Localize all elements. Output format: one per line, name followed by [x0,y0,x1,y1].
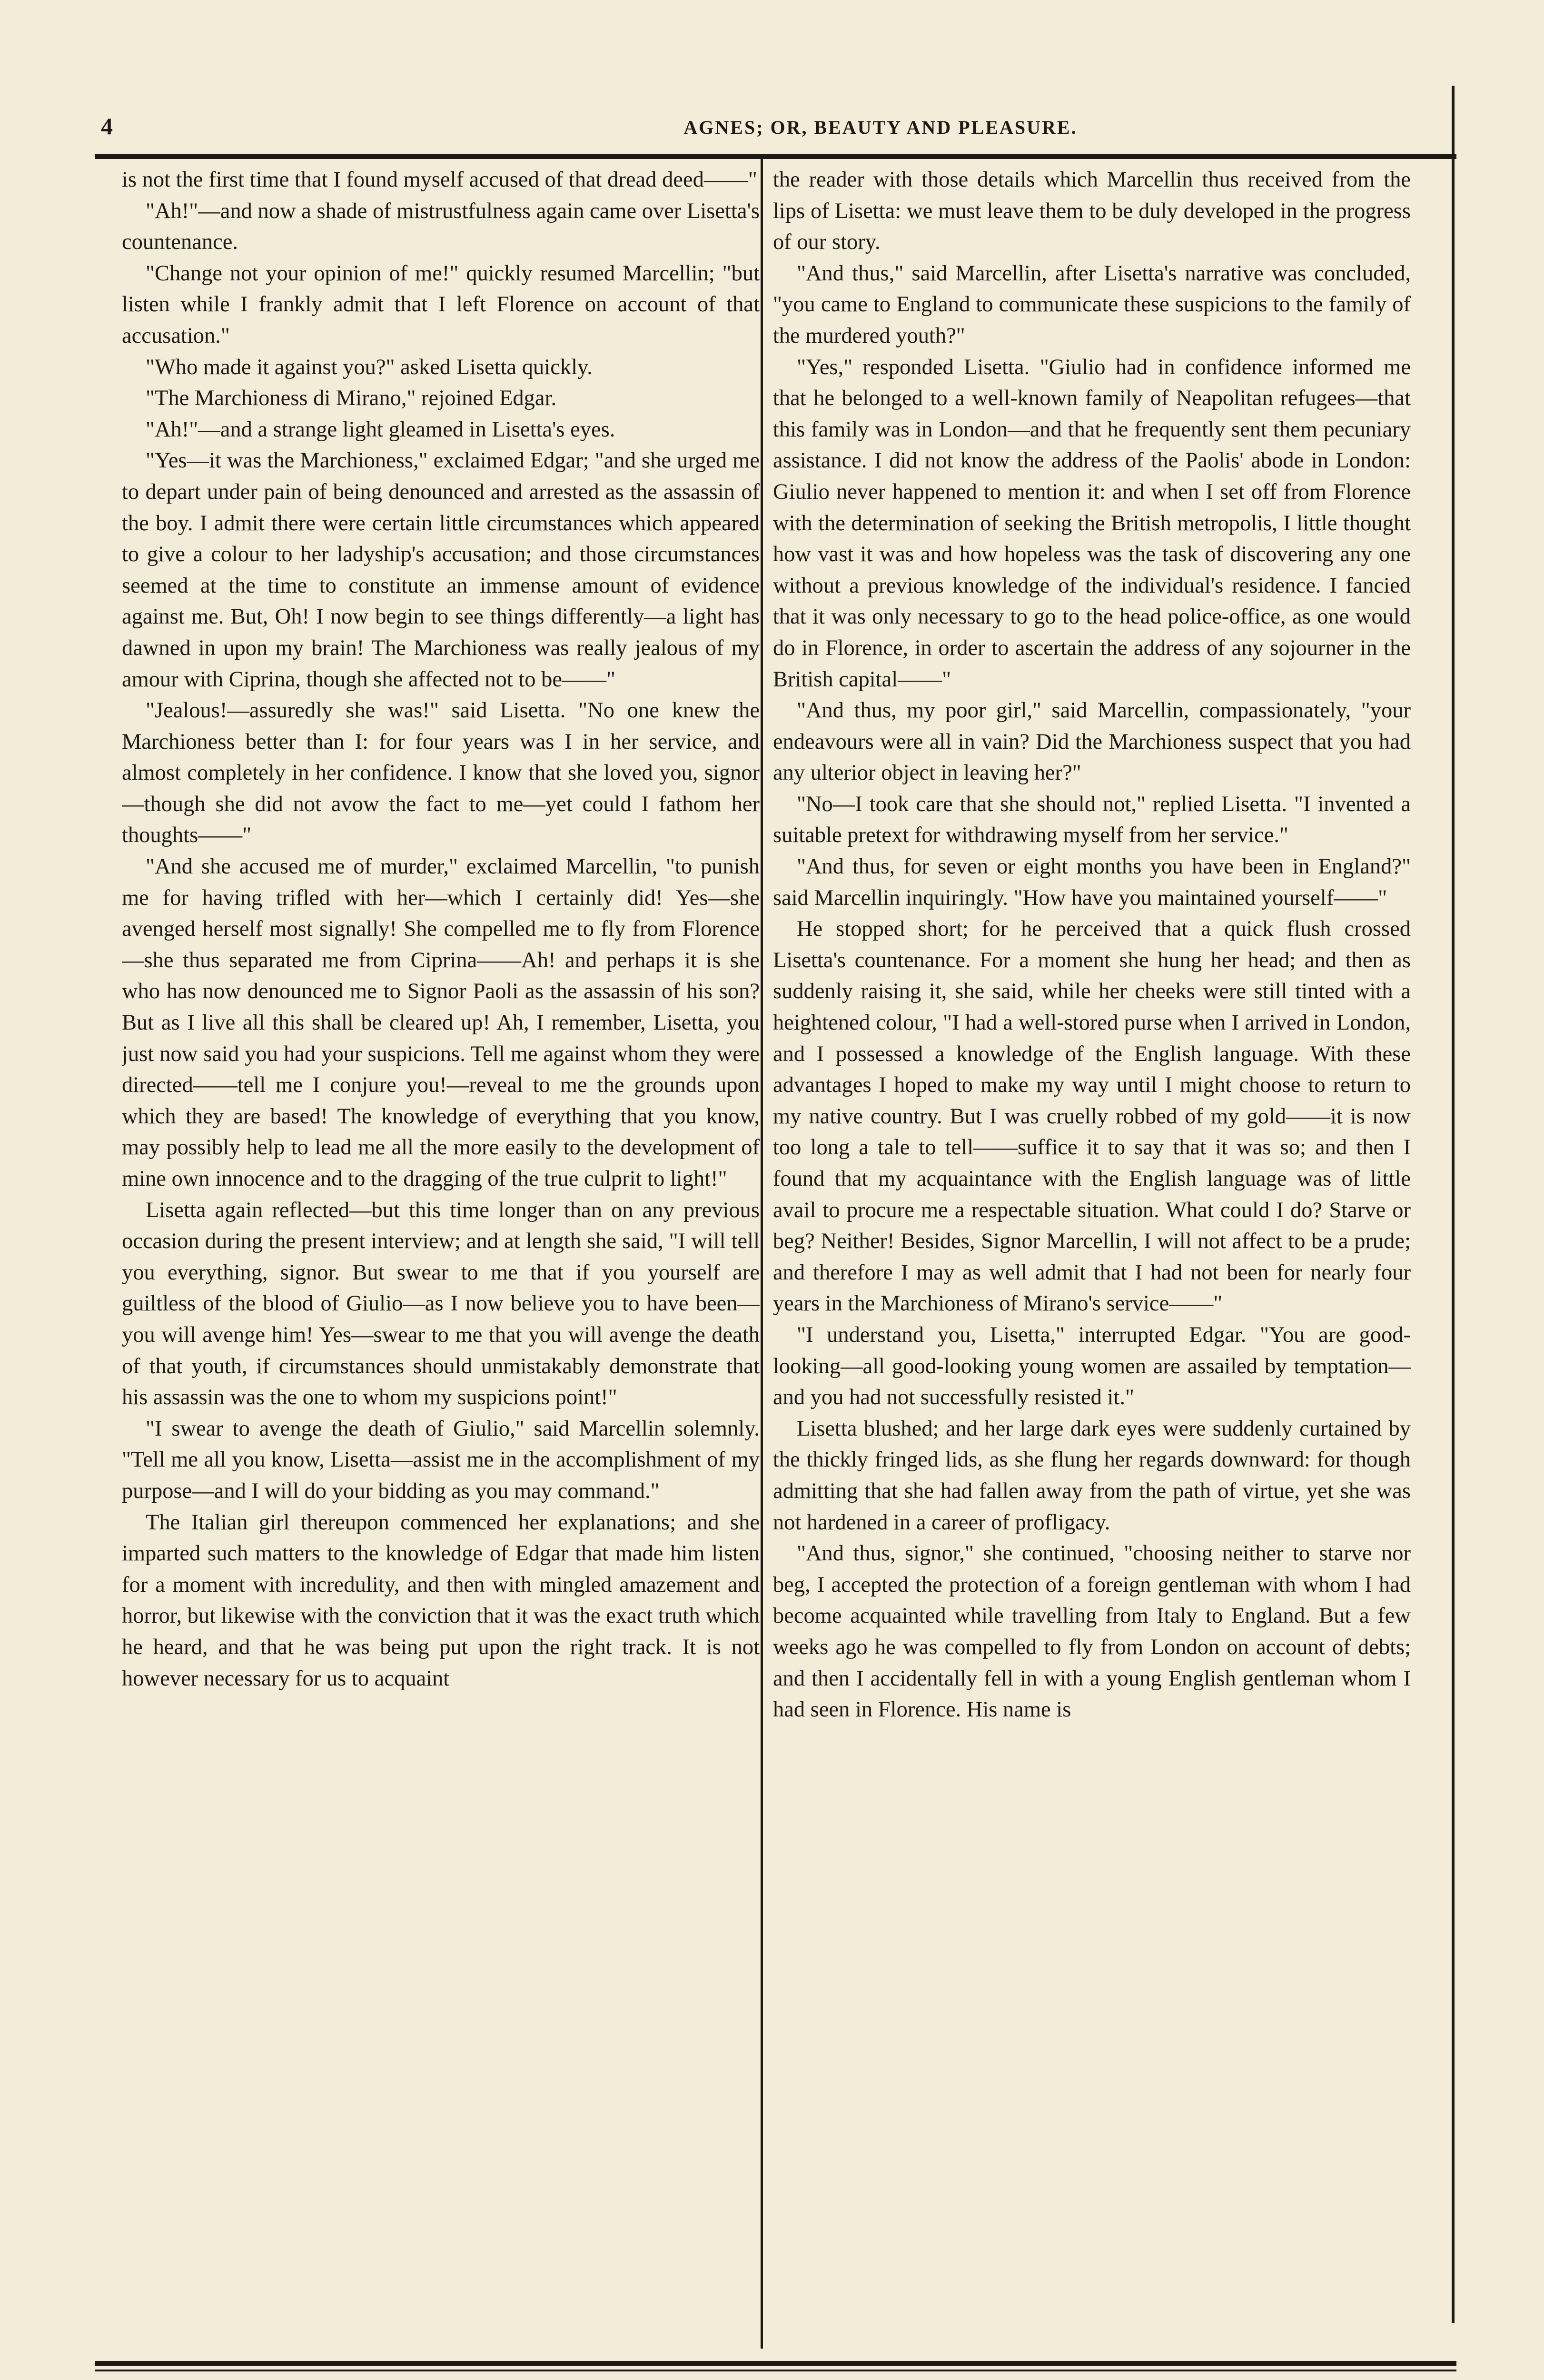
paragraph: "I understand you, Lisetta," interrupted Edgar. "You are good-looking—all good-looking young women are assailed by temptation—and you had not successfully resisted it." [773,1322,1411,1410]
paragraph: Lisetta blushed; and her large dark eyes were suddenly curtained by the thickly fringed lids, as she flung her regards downward: for though admitting that she had fallen away from the path of virtue, yet she was not hardened in a career of profligacy. [773,1416,1411,1535]
column-divider [761,159,763,2349]
paragraph: "Who made it against you?" asked Lisetta quickly. [146,355,593,379]
paragraph: "And thus, signor," she continued, "choosing neither to starve nor beg, I accepted the protection of a foreign gentleman with whom I had become acquainted while travelling from Italy to England. But a few weeks ago he was compelled to fly from London on account of debts; and then I accidentally fell in with a young English gentleman whom I had seen in Florence. His name is [773,1541,1411,1722]
paragraph: "Yes," responded Lisetta. "Giulio had in confidence informed me that he belonged to a well-known family of Neapolitan refugees—that this family was in London—and that he frequently sent them pecuniary assistance. I did not know the address of the Paolis' abode in London: Giulio never happened to mention it: and when I set off from Florence with the determination of seeking the British metropolis, I little thought how vast it was and how hopeless was the task of discovering any one without a previous knowledge of the individual's residence. I fancied that it was only necessary to go to the head police-office, as one would do in Florence, in order to ascertain the address of any sojourner in the British capital——" [773,355,1411,692]
paragraph: is not the first time that I found myself accused of that dread deed——" [122,168,757,192]
top-rule [95,154,1456,159]
paragraph: "And thus, for seven or eight months you have been in England?" said Marcellin inquiringly. "How have you maintained yourself——" [773,854,1411,910]
paragraph: "And thus, my poor girl," said Marcellin, compassionately, "your endeavours were all in vain? Did the Marchioness suspect that you had any ulterior object in leaving her?" [773,698,1411,785]
paragraph: "No—I took care that she should not," replied Lisetta. "I invented a suitable pretext for withdrawing myself from her service." [773,792,1411,848]
right-border-rule [1452,86,1455,2323]
paragraph: "And thus," said Marcellin, after Lisetta's narrative was concluded, "you came to England to communicate these suspicions to the family of the murdered youth?" [773,261,1411,348]
paragraph: "Jealous!—assuredly she was!" said Lisetta. "No one knew the Marchioness better than I: for four years was I in her service, and almost completely in her confidence. I know that she loved you, signor—though she did not avow the fact to me—yet could I fathom her thoughts——" [122,698,760,848]
running-title: AGNES; OR, BEAUTY AND PLEASURE. [683,117,1078,138]
paragraph: He stopped short; for he perceived that a quick flush crossed Lisetta's countenance. For a moment she hung her head; and then as suddenly raising it, she said, while her cheeks were still tinted with a heightened colour, "I had a well-stored purse when I arrived in London, and I possessed a knowledge of the English language. With these advantages I hoped to make my way until I might choose to return to my native country. But I was cruelly robbed of my gold——it is now too long a tale to tell——suffice it to say that it was so; and then I found that my acquaintance with the English language was of little avail to procure me a respectable situation. What could I do? Starve or beg? Neither! Besides, Signor Marcellin, I will not affect to be a prude; and therefore I may as well admit that I had not been for nearly four years in the Marchioness of Mirano's service——" [773,917,1411,1316]
right-column [773,164,1411,2335]
bottom-rule-thin [95,2370,1456,2371]
paragraph: "And she accused me of murder," exclaimed Marcellin, "to punish me for having trifled with her—which I certainly did! Yes—she avenged herself most signally! She compelled me to fly from Florence—she thus separated me from Ciprina——Ah! and perhaps it is she who has now denounced me to Signor Paoli as the assassin of his son? But as I live all this shall be cleared up! Ah, I remember, Lisetta, you just now said you had your suspicions. Tell me against whom they were directed——tell me I conjure you!—reveal to me the grounds upon which they are based! The knowledge of everything that you know, may possibly help to lead me all the more easily to the development of mine own innocence and to the dragging of the true culprit to light!" [122,854,760,1191]
paragraph: "Ah!"—and a strange light gleamed in Lisetta's eyes. [146,417,615,442]
paragraph: "Ah!"—and now a shade of mistrustfulness again came over Lisetta's countenance. [122,198,760,255]
bottom-rule [95,2361,1456,2366]
paragraph: "I swear to avenge the death of Giulio," said Marcellin solemnly. "Tell me all you know, Lisetta—assist me in the accomplishment of my purpose—and I will do your bidding as you may command." [122,1416,760,1503]
paragraph: Lisetta again reflected—but this time longer than on any previous occasion during the present interview; and at length she said, "I will tell you everything, signor. But swear to me that if you yourself are guiltless of the blood of Giulio—as I now believe you to have been—you will avenge him! Yes—swear to me that you will avenge the death of that youth, if circumstances should unmistakably demonstrate that his assassin was the one to whom my suspicions point!" [122,1198,760,1410]
left-column [122,164,760,2335]
paragraph: the reader with those details which Marcellin thus received from the lips of Lisetta: we must leave them to be duly developed in the progress of our story. [773,168,1411,255]
paragraph: The Italian girl thereupon commenced her explanations; and she imparted such matters to the knowledge of Edgar that made him listen for a moment with incredulity, and then with mingled amazement and horror, but likewise with the conviction that it was the exact truth which he heard, and that he was being put upon the right track. It is not however necessary for us to acquaint [122,1510,760,1691]
paragraph: "Yes—it was the Marchioness," exclaimed Edgar; "and she urged me to depart under pain of being denounced and arrested as the assassin of the boy. I admit there were certain little circumstances which appeared to give a colour to her ladyship's accusation; and those circumstances seemed at the time to constitute an immense amount of evidence against me. But, Oh! I now begin to see things differently—a light has dawned in upon my brain! The Marchioness was really jealous of my amour with Ciprina, though she affected not to be——" [122,448,760,692]
page-number: 4 [101,113,113,139]
paragraph: "The Marchioness di Mirano," rejoined Edgar. [146,386,557,411]
paragraph: "Change not your opinion of me!" quickly resumed Marcellin; "but listen while I frankly admit that I left Florence on account of that accusation." [122,261,760,348]
